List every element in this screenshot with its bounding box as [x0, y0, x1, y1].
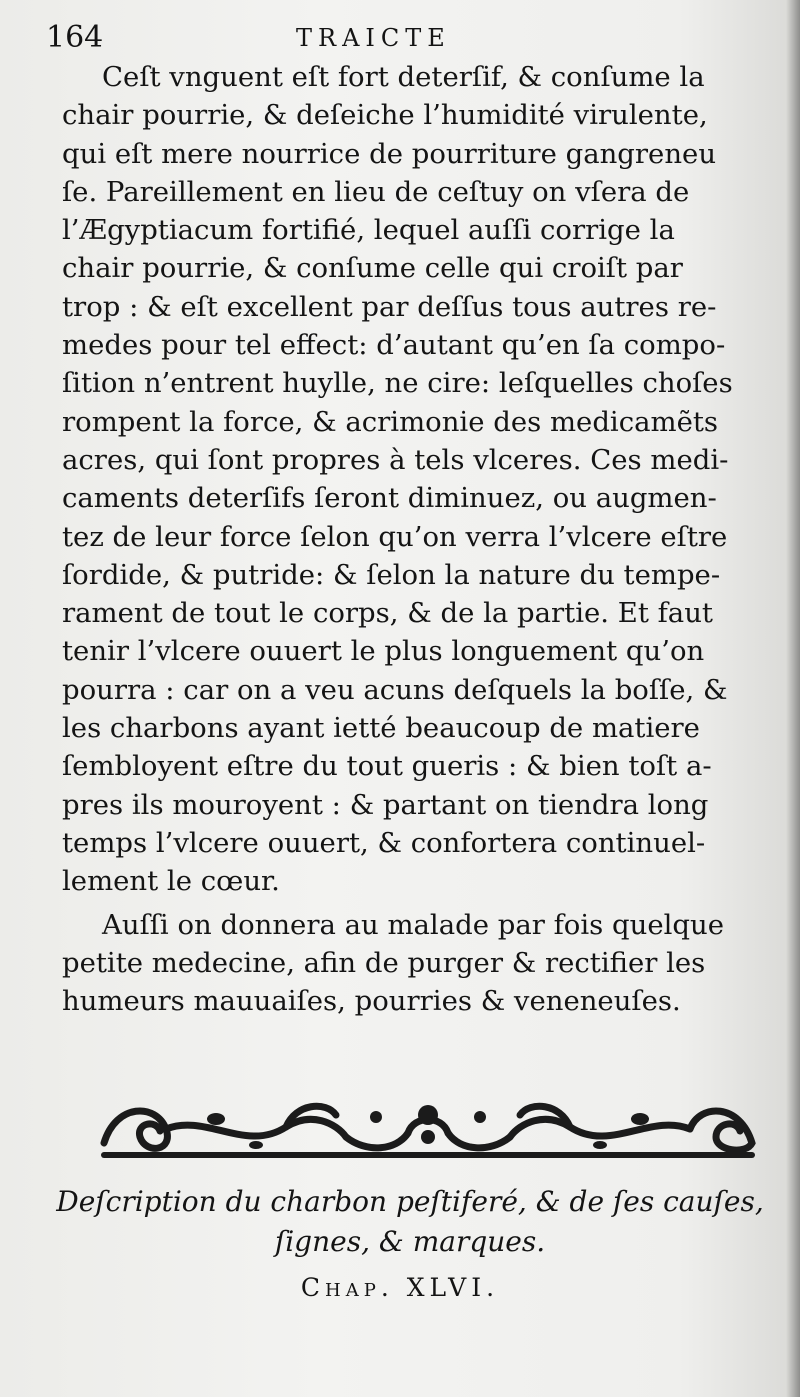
text-line: pourra : car on a veu acuns deſquels la boſſe, & [62, 673, 728, 706]
text-line: chair pourrie, & conſume celle qui croiſt par [62, 252, 683, 285]
text-line: rament de tout le corps, & de la partie. Et faut [62, 597, 713, 630]
running-title: TRAICTE [296, 24, 451, 52]
text-line: humeurs mauuaiſes, pourries & veneneuſes. [62, 985, 681, 1018]
chapter-number: Chap. XLVI. [300, 1273, 500, 1302]
chapter-title-line-1: Deſcription du charbon peſtiferé, & de ſes cauſes, [56, 1185, 764, 1218]
text-line: ſe. Pareillement en lieu de ceſtuy on vſera de [62, 175, 690, 208]
page-gutter-shadow [786, 0, 800, 1397]
text-line: tez de leur force ſelon qu’on verra l’vlcere eſtre [62, 520, 728, 553]
text-line: ſordide, & putride: & ſelon la nature du tempe- [62, 558, 721, 591]
text-line: caments deterſifs ſeront diminuez, ou augmen- [62, 482, 717, 515]
text-line: ſembloyent eſtre du tout gueris : & bien toſt a- [62, 750, 712, 783]
text-line: medes pour tel effect: d’autant qu’en ſa compo- [62, 329, 726, 362]
text-line: Ceſt vnguent eſt fort deterſif, & conſume la [102, 61, 705, 93]
decorative-ornament-band [96, 1093, 760, 1165]
text-line: tenir l’vlcere ouuert le plus longuement qu’on [62, 635, 705, 668]
text-line: petite medecine, afin de purger & rectifier les [62, 946, 706, 979]
text-line: acres, qui ſont propres à tels vlceres. Ces medi- [62, 443, 729, 476]
page-header [46, 18, 756, 58]
text-line: pres ils mouroyent : & partant on tiendra long [62, 788, 709, 821]
chapter-title-line-2: ſignes, & marques. [274, 1225, 546, 1258]
text-line: ſition n’entrent huylle, ne cire: leſquelles choſes [62, 367, 733, 400]
text-line: lement le cœur. [62, 865, 280, 898]
chapter-title [50, 1182, 770, 1262]
paragraph-2 [62, 906, 752, 1021]
text-line: Auſſi on donnera au malade par fois quelque [102, 908, 724, 941]
body-text [62, 58, 752, 1020]
text-line: temps l’vlcere ouuert, & confortera continuel- [62, 826, 706, 859]
page-number: 164 [46, 20, 104, 55]
text-line: qui eſt mere nourrice de pourriture gangreneu [62, 137, 717, 170]
text-line: les charbons ayant ietté beaucoup de matiere [62, 712, 700, 745]
text-line: l’Ægyptiacum fortifié, lequel auſſi corrige la [62, 214, 675, 247]
text-line: trop : & eſt excellent par deſſus tous autres re- [62, 290, 717, 323]
paragraph-1 [62, 58, 752, 901]
text-line: chair pourrie, & deſeiche l’humidité virulente, [62, 99, 708, 132]
text-line: rompent la force, & acrimonie des medicamẽts [62, 405, 719, 438]
